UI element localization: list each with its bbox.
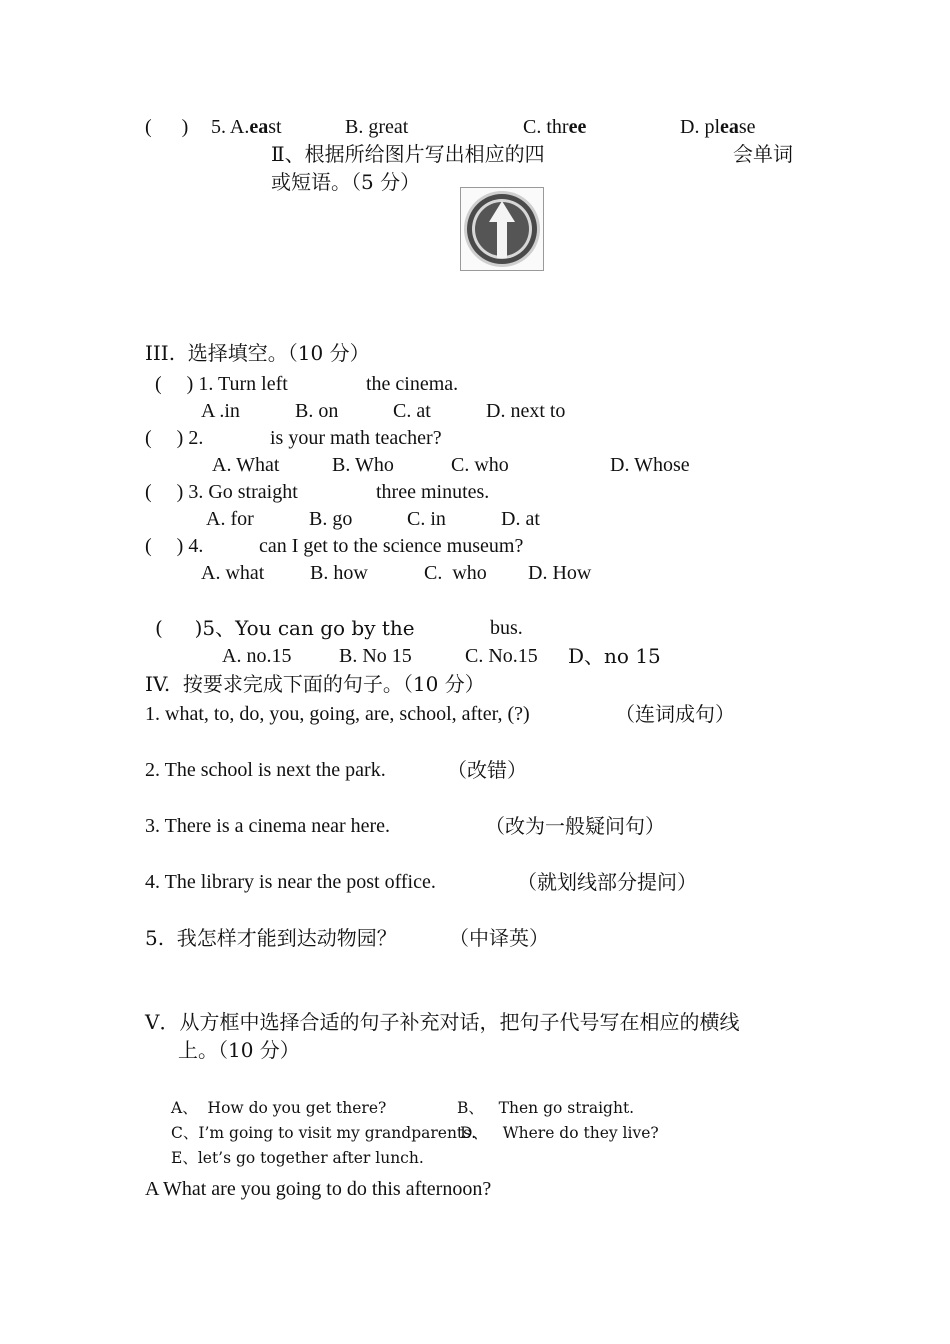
question-5-option-b: B. great xyxy=(345,116,409,138)
question-5-c-pre: C. thr xyxy=(523,116,569,138)
section-4-item-4: 4. The library is near the post office. xyxy=(145,871,436,893)
section-4-item-4-note: （就划线部分提问） xyxy=(517,870,697,894)
q3-option-d: D. at xyxy=(501,508,540,530)
question-5-number: 5. A. xyxy=(211,116,250,138)
q2-option-c: C. who xyxy=(451,454,509,476)
q1-stem-end: the cinema. xyxy=(366,373,459,395)
question-5-paren: ( ) xyxy=(145,116,189,138)
q4-stem: ( ) 4. xyxy=(145,535,204,557)
option-box-b: B、 Then go straight. xyxy=(457,1099,635,1117)
section-4-title: IV. 按要求完成下面的句子。（10 分） xyxy=(145,672,485,696)
question-5-d-pre: D. pl xyxy=(680,116,720,138)
question-5-a-bold: ea xyxy=(249,116,269,138)
question-5-option-d xyxy=(680,117,756,137)
q5-option-b: B. No 15 xyxy=(339,645,412,667)
q1-option-a: A .in xyxy=(201,400,240,422)
go-straight-sign-image xyxy=(460,187,544,271)
option-box-c: C、I’m going to visit my grandparents. xyxy=(171,1124,477,1142)
section-2-title-line2: 或短语。（5 分） xyxy=(271,170,421,194)
q4-option-b: B. how xyxy=(310,562,368,584)
question-5-d-bold: ea xyxy=(720,116,739,138)
section-2-title: Ⅱ、根据所给图片写出相应的四 xyxy=(271,142,545,166)
go-straight-arrow-icon xyxy=(461,188,543,270)
section-4-item-3-note: （改为一般疑问句） xyxy=(485,814,665,838)
section-5-title-line2: 上。（10 分） xyxy=(178,1038,300,1062)
q2-option-a: A. What xyxy=(212,454,280,476)
q1-stem: ( ) 1. Turn left xyxy=(155,373,288,395)
question-5-option-c xyxy=(523,117,586,137)
q4-option-a: A. what xyxy=(201,562,265,584)
section-3-title: III. 选择填空。（10 分） xyxy=(145,341,370,365)
q5-option-a: A. no.15 xyxy=(222,645,292,667)
section-4-item-5: 5. 我怎样才能到达动物园？ xyxy=(145,926,397,950)
question-5-d-rest: se xyxy=(738,116,756,138)
q4-option-d: D. How xyxy=(528,562,592,584)
section-2-title-end: 会单词 xyxy=(733,142,793,166)
q3-option-a: A. for xyxy=(206,508,254,530)
section-5-title: V．从方框中选择合适的句子补充对话，把句子代号写在相应的横线 xyxy=(145,1010,740,1034)
q5-stem: ( )5、You can go by the xyxy=(155,616,415,640)
option-box-a: A、 How do you get there? xyxy=(171,1099,387,1117)
q2-option-d: D. Whose xyxy=(610,454,690,476)
section-4-item-3: 3. There is a cinema near here. xyxy=(145,815,391,837)
question-5-option-a xyxy=(211,117,282,137)
section-4-item-1-note: （连词成句） xyxy=(615,702,735,726)
section-4-item-5-note: （中译英） xyxy=(449,926,549,950)
q2-option-b: B. Who xyxy=(332,454,394,476)
q3-option-b: B. go xyxy=(309,508,353,530)
section-4-item-2: 2. The school is next the park. xyxy=(145,759,386,781)
q3-option-c: C. in xyxy=(407,508,446,530)
option-box-d: D、 Where do they live? xyxy=(460,1124,659,1142)
q1-option-b: B. on xyxy=(295,400,339,422)
q1-option-d: D. next to xyxy=(486,400,566,422)
question-5-c-bold: ee xyxy=(568,116,587,138)
q4-stem-end: can I get to the science museum? xyxy=(259,535,524,557)
q1-option-c: C. at xyxy=(393,400,431,422)
q5-option-c: C. No.15 xyxy=(465,645,538,667)
question-5-a-rest: st xyxy=(268,116,282,138)
q4-option-c: C. who xyxy=(424,562,487,584)
q2-stem: ( ) 2. xyxy=(145,427,204,449)
q3-stem: ( ) 3. Go straight xyxy=(145,481,298,503)
q5-stem-end: bus. xyxy=(490,617,523,639)
section-4-item-2-note: （改错） xyxy=(447,758,527,782)
q2-stem-end: is your math teacher? xyxy=(270,427,442,449)
section-4-item-1: 1. what, to, do, you, going, are, school, after, (?) xyxy=(145,703,530,725)
q5-option-d: D、no 15 xyxy=(568,644,661,668)
q3-stem-end: three minutes. xyxy=(376,481,490,503)
option-box-e: E、let’s go together after lunch. xyxy=(171,1149,424,1167)
dialog-line-1: A What are you going to do this afternoon? xyxy=(145,1178,492,1200)
